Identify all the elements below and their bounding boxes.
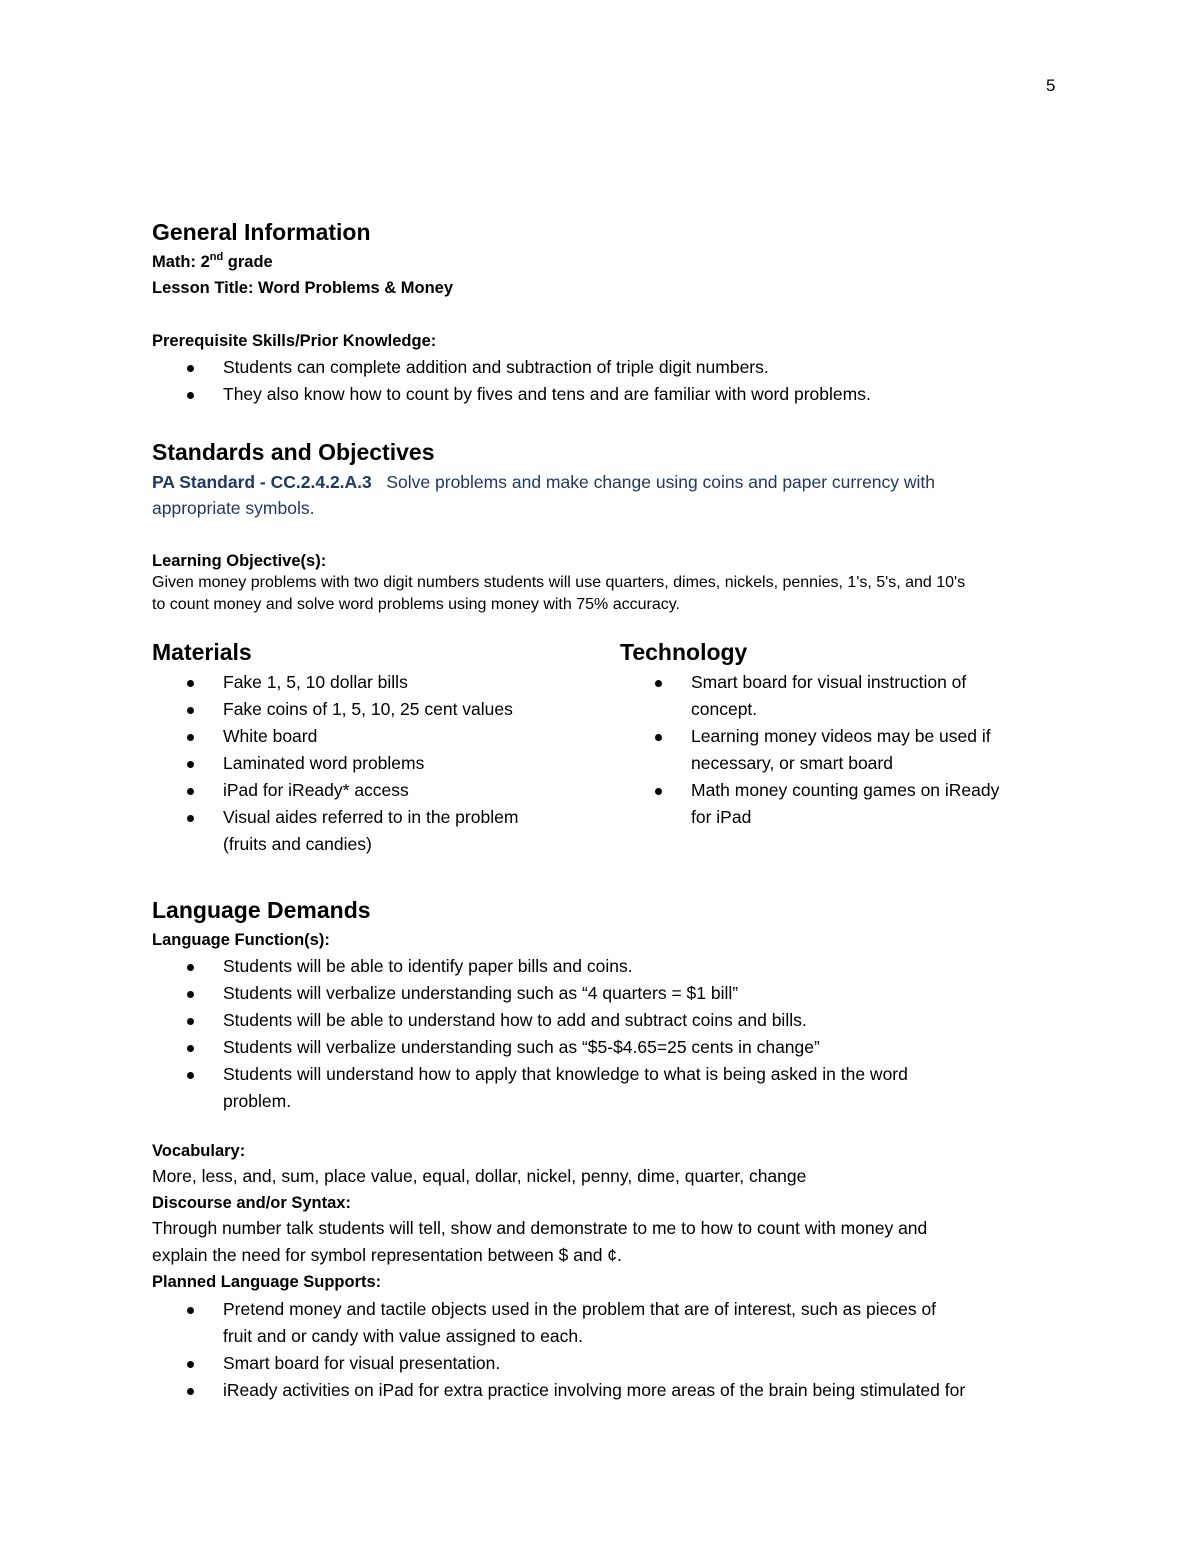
list-item: Visual aides referred to in the problem (fruits and candies)	[152, 804, 612, 858]
objective-label: Learning Objective(s):	[152, 552, 327, 570]
prereq-list	[152, 354, 1072, 408]
list-item: Learning money videos may be used if necessary, or smart board	[620, 723, 1060, 777]
list-item: Pretend money and tactile objects used in the problem that are of interest, such as pieces of fruit and or candy with value assigned to each.	[152, 1296, 1092, 1350]
discourse-label: Discourse and/or Syntax:	[152, 1194, 351, 1212]
standard-text-cont: appropriate symbols.	[152, 498, 315, 518]
language-heading: Language Demands	[152, 897, 371, 923]
function-label: Language Function(s):	[152, 931, 330, 949]
list-item: iPad for iReady* access	[152, 777, 612, 804]
list-item: Fake coins of 1, 5, 10, 25 cent values	[152, 696, 612, 723]
lesson-title: Lesson Title: Word Problems & Money	[152, 279, 454, 297]
vocab-label: Vocabulary:	[152, 1142, 246, 1160]
standard-code: PA Standard - CC.2.4.2.A.3	[152, 472, 372, 492]
list-item: iReady activities on iPad for extra practice involving more areas of the brain being stimulated for	[152, 1377, 1092, 1404]
list-item: White board	[152, 723, 612, 750]
pa-standard	[152, 469, 935, 496]
prereq-label: Prerequisite Skills/Prior Knowledge:	[152, 332, 437, 350]
objective-text: Given money problems with two digit numbers students will use quarters, dimes, nickels, pennies, 1's, 5's, and 10's	[152, 574, 966, 591]
list-item: Smart board for visual presentation.	[152, 1350, 1092, 1377]
standard-text: Solve problems and make change using coins and paper currency with	[386, 472, 936, 492]
materials-list	[152, 669, 612, 858]
page-number: 5	[1046, 76, 1056, 95]
standards-heading: Standards and Objectives	[152, 439, 435, 465]
list-item: Students will verbalize understanding such as “$5-$4.65=25 cents in change”	[152, 1034, 1072, 1061]
math-grade: Math: 2nd grade	[152, 251, 273, 271]
supports-label: Planned Language Supports:	[152, 1273, 382, 1291]
technology-list	[620, 669, 1060, 831]
discourse-text: Through number talk students will tell, show and demonstrate to me to how to count with money and	[152, 1218, 928, 1238]
function-list	[152, 953, 1072, 1115]
list-item: Students will understand how to apply that knowledge to what is being asked in the word problem.	[152, 1061, 1072, 1115]
list-item: Students will verbalize understanding such as “4 quarters = $1 bill”	[152, 980, 1072, 1007]
list-item: They also know how to count by fives and tens and are familiar with word problems.	[152, 381, 1072, 408]
list-item: Math money counting games on iReady for iPad	[620, 777, 1060, 831]
list-item: Students will be able to identify paper bills and coins.	[152, 953, 1072, 980]
list-item: Smart board for visual instruction of concept.	[620, 669, 1060, 723]
general-info-heading: General Information	[152, 219, 371, 245]
objective-text-cont: to count money and solve word problems using money with 75% accuracy.	[152, 596, 680, 613]
list-item: Fake 1, 5, 10 dollar bills	[152, 669, 612, 696]
list-item: Students will be able to understand how to add and subtract coins and bills.	[152, 1007, 1072, 1034]
technology-heading: Technology	[620, 639, 748, 665]
list-item: Students can complete addition and subtraction of triple digit numbers.	[152, 354, 1072, 381]
supports-list	[152, 1296, 1092, 1404]
vocab-text: More, less, and, sum, place value, equal, dollar, nickel, penny, dime, quarter, change	[152, 1166, 807, 1186]
list-item: Laminated word problems	[152, 750, 612, 777]
discourse-text-cont: explain the need for symbol representation between $ and ¢.	[152, 1245, 622, 1265]
materials-heading: Materials	[152, 639, 252, 665]
